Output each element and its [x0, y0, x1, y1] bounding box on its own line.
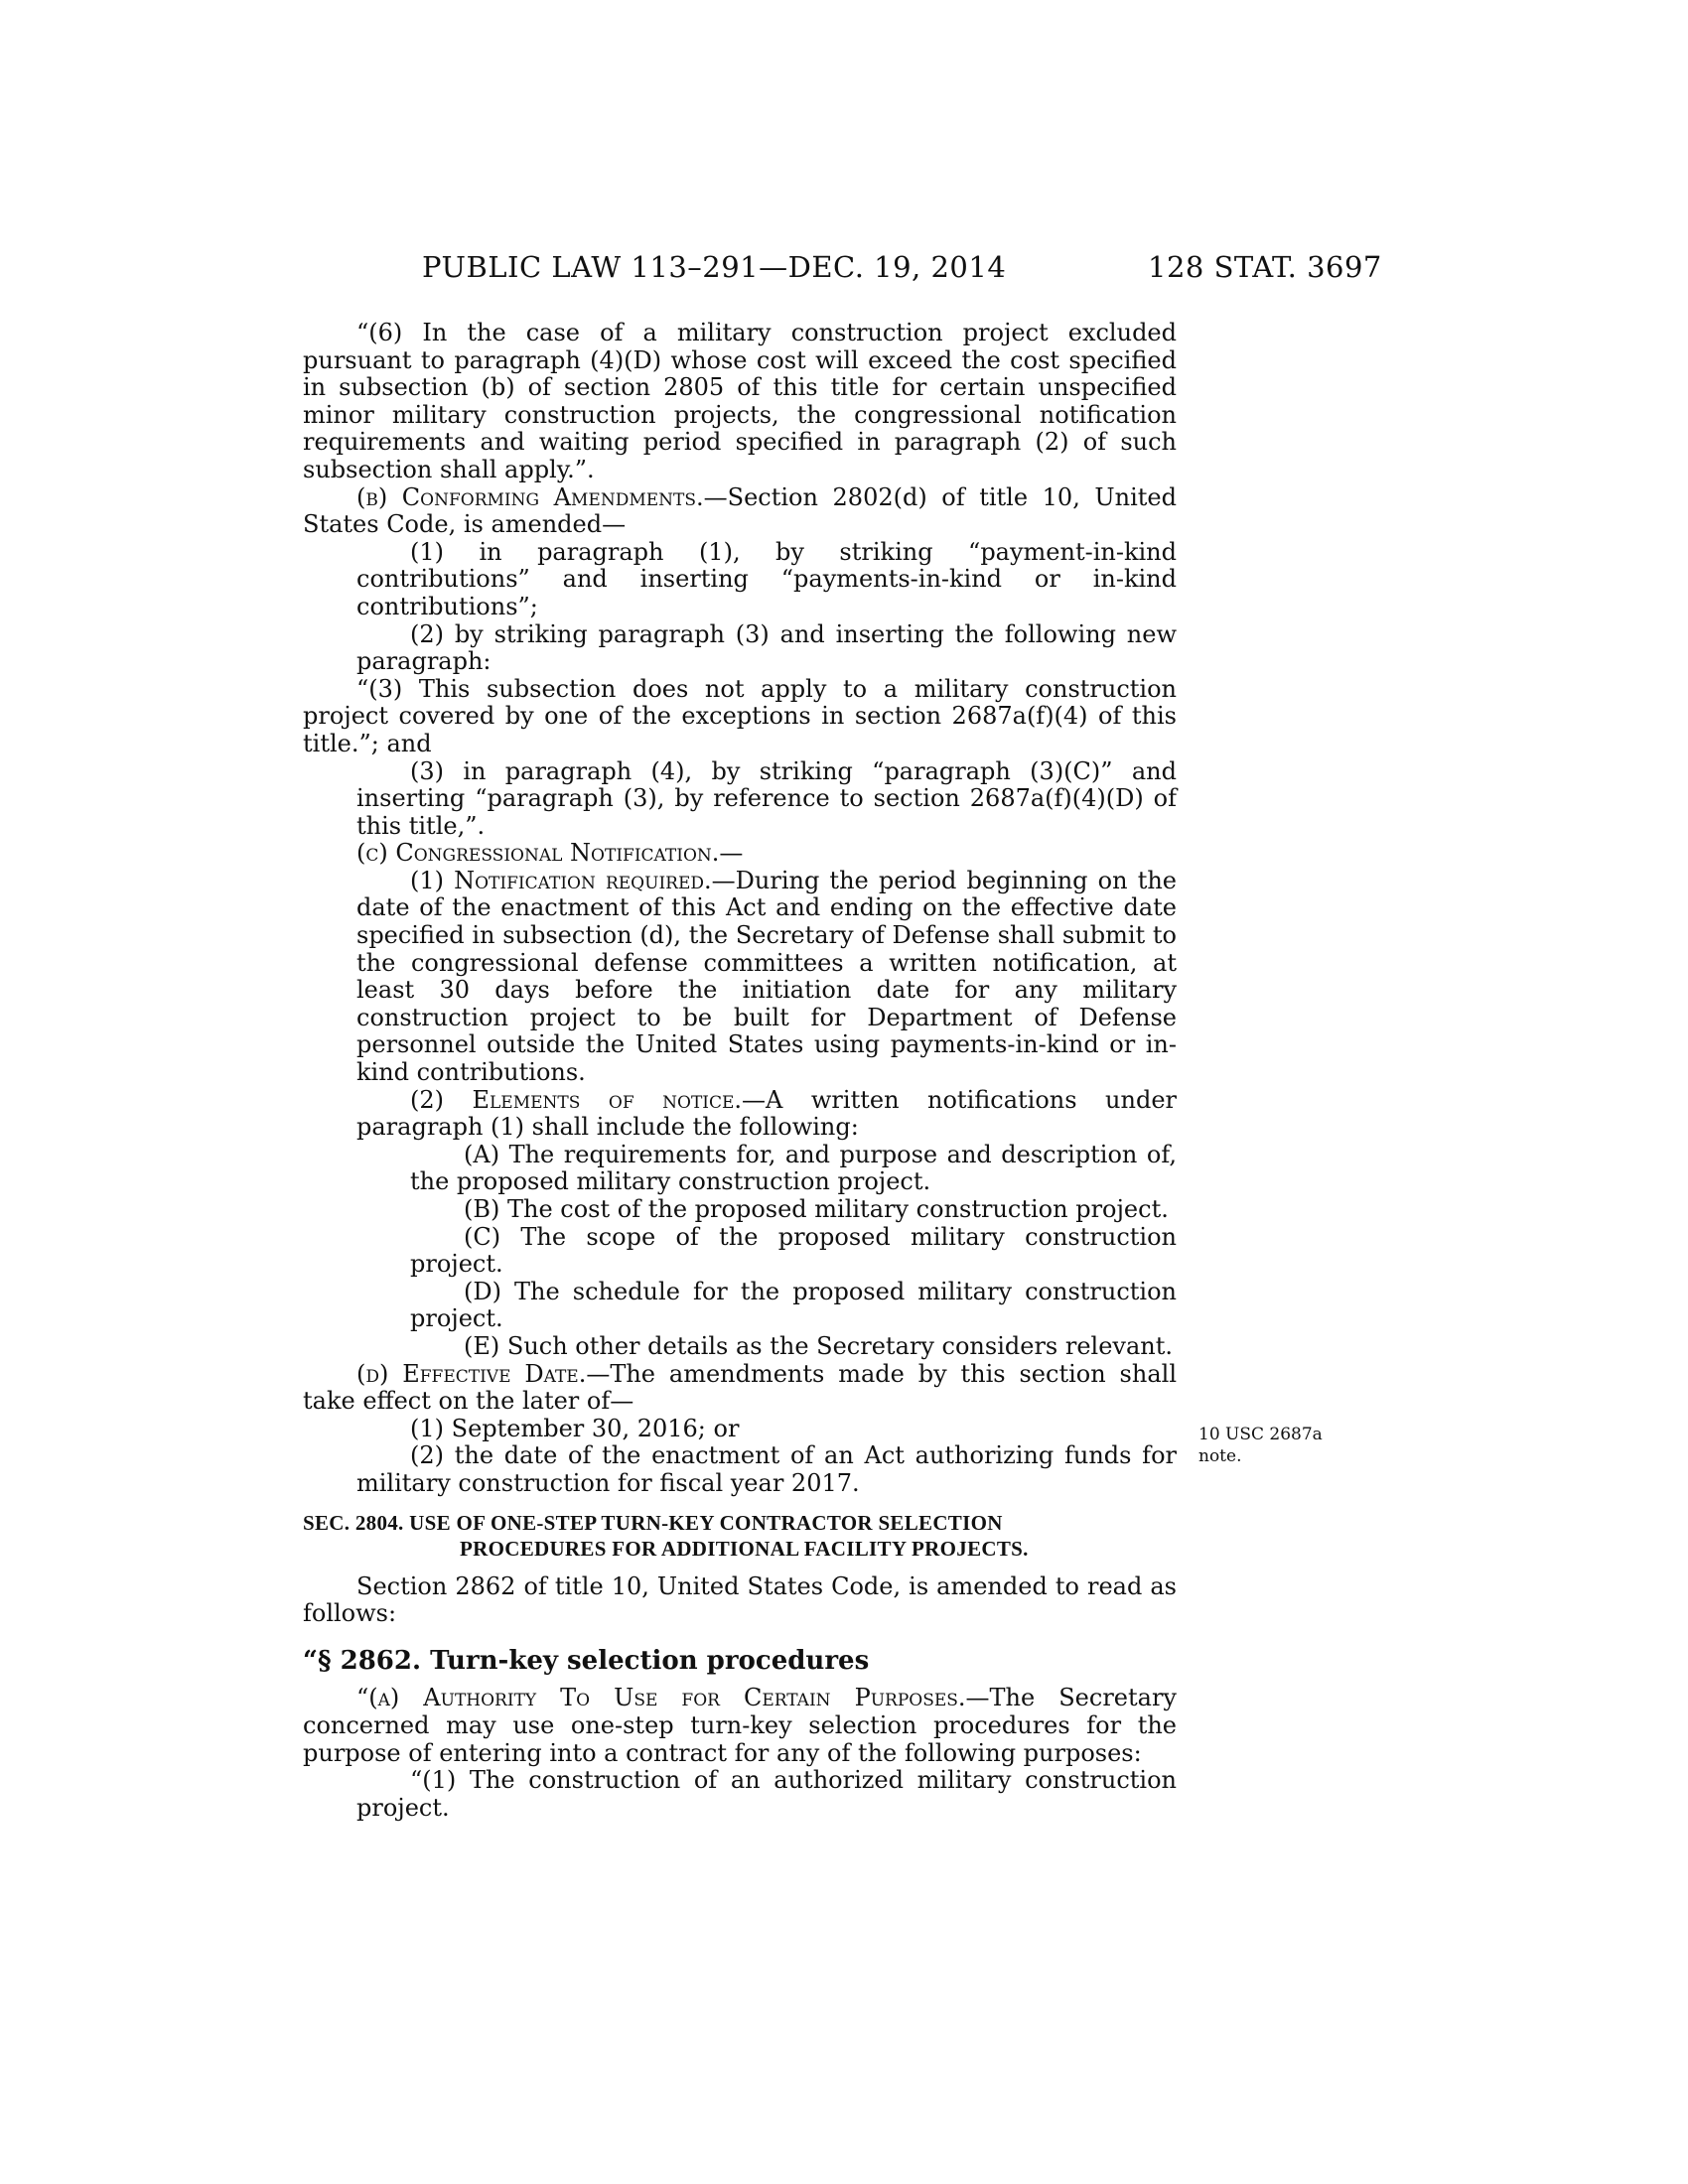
- subsection-c: [303, 840, 1177, 868]
- section-heading-line-2: PROCEDURES FOR ADDITIONAL FACILITY PROJECTS.: [460, 1536, 1029, 1561]
- subsection-d-item-1: (1) September 30, 2016; or: [410, 1414, 740, 1442]
- subsection-b-quoted-text: “(3) This subsection does not apply to a military construction project covered by one of the exceptions in section 2687a(f)(4) of this title.”; and: [303, 674, 1177, 757]
- code-subsection-a-item-1: “(1) The construction of an authorized military construction project.: [356, 1766, 1177, 1822]
- subsection-d-item-2: (2) the date of the enactment of an Act authorizing funds for military construction for fiscal year 2017.: [356, 1441, 1177, 1497]
- subsection-b-item-2: (2) by striking paragraph (3) and inserting the following new paragraph:: [356, 619, 1177, 676]
- law-text: [303, 320, 1177, 1822]
- margin-note-citation: 10 USC 2687a: [1198, 1425, 1323, 1444]
- subsection-c-item-2: [303, 1087, 1177, 1142]
- subparagraph-a: (A) The requirements for, and purpose and description of, the proposed military construction project.: [410, 1140, 1177, 1196]
- subsection-c-item-2-text: —A written notifications under paragraph (1) shall include the following:: [356, 1085, 1178, 1142]
- subsection-c-dash: —: [719, 839, 744, 868]
- code-subsection-a-text: —The Secretary concerned may use one-step turn-key selection procedures for the purpose of entering into a contract for any of the following purposes:: [303, 1684, 1177, 1767]
- subsection-c-item-2-heading: (2) Elements of notice.: [410, 1085, 743, 1114]
- subsection-d: [303, 1361, 1177, 1416]
- subsection-c-heading: (c) Congressional Notification.: [356, 839, 720, 868]
- subsection-b-text: —Section 2802(d) of title 10, United States Code, is amended—: [303, 482, 1177, 539]
- code-section-heading: “§ 2862. Turn-key selection procedures: [303, 1645, 870, 1676]
- subsection-c-item-1: [303, 868, 1177, 1087]
- header-title: PUBLIC LAW 113–291—DEC. 19, 2014: [422, 250, 1007, 284]
- subsection-d-text: —The amendments made by this section shall take effect on the later of—: [303, 1359, 1177, 1416]
- subparagraph-b: (B) The cost of the proposed military construction project.: [464, 1195, 1169, 1223]
- margin-note-label: note.: [1198, 1446, 1242, 1466]
- code-subsection-a-heading: “(a) Authority To Use for Certain Purposes.: [356, 1684, 966, 1712]
- subsection-b: [303, 484, 1177, 539]
- subsection-b-item-3: (3) in paragraph (4), by striking “paragraph (3)(C)” and inserting “paragraph (3), by reference to section 2687a(f)(4)(D) of this title,”.: [356, 756, 1177, 840]
- section-heading-line-1: SEC. 2804. USE OF ONE-STEP TURN-KEY CONTRACTOR SELECTION: [303, 1510, 1003, 1535]
- subsection-d-heading: (d) Effective Date.: [356, 1359, 587, 1388]
- margin-note: [1198, 1424, 1347, 1467]
- section-intro: Section 2862 of title 10, United States Code, is amended to read as follows:: [303, 1571, 1177, 1628]
- subparagraph-c: (C) The scope of the proposed military construction project.: [410, 1222, 1177, 1279]
- running-header: [0, 250, 1688, 290]
- subsection-c-item-1-text: —During the period beginning on the date of the enactment of this Act and ending on the effective date specified in subsection (d), the Secretary of Defense shall submit to the congressional defense committees a written notification, at least 30 days before the initiation date for any military construction project to be built for Department of Defense personnel outside the United States using payments-in-kind or in-kind contributions.: [356, 866, 1178, 1087]
- subsection-b-item-1: (1) in paragraph (1), by striking “payment-in-kind contributions” and inserting “payments-in-kind or in-kind contributions”;: [356, 537, 1177, 620]
- section-heading: [303, 1510, 1177, 1562]
- code-subsection-a: [303, 1685, 1177, 1767]
- subparagraph-d: (D) The schedule for the proposed military construction project.: [410, 1277, 1177, 1333]
- subparagraph-e: (E) Such other details as the Secretary considers relevant.: [464, 1331, 1174, 1360]
- subsection-c-item-1-heading: (1) Notification required.: [410, 866, 712, 894]
- subsection-b-heading: (b) Conforming Amendments.: [356, 482, 704, 511]
- paragraph-6: “(6) In the case of a military construction project excluded pursuant to paragraph (4)(D) whose cost will exceed the cost specified in subsection (b) of section 2805 of this title for certain unspecified minor military construction projects, the congressional notification requirements and waiting period specified in paragraph (2) of such subsection shall apply.”.: [303, 319, 1177, 483]
- statute-page-number: 128 STAT. 3697: [1148, 250, 1382, 284]
